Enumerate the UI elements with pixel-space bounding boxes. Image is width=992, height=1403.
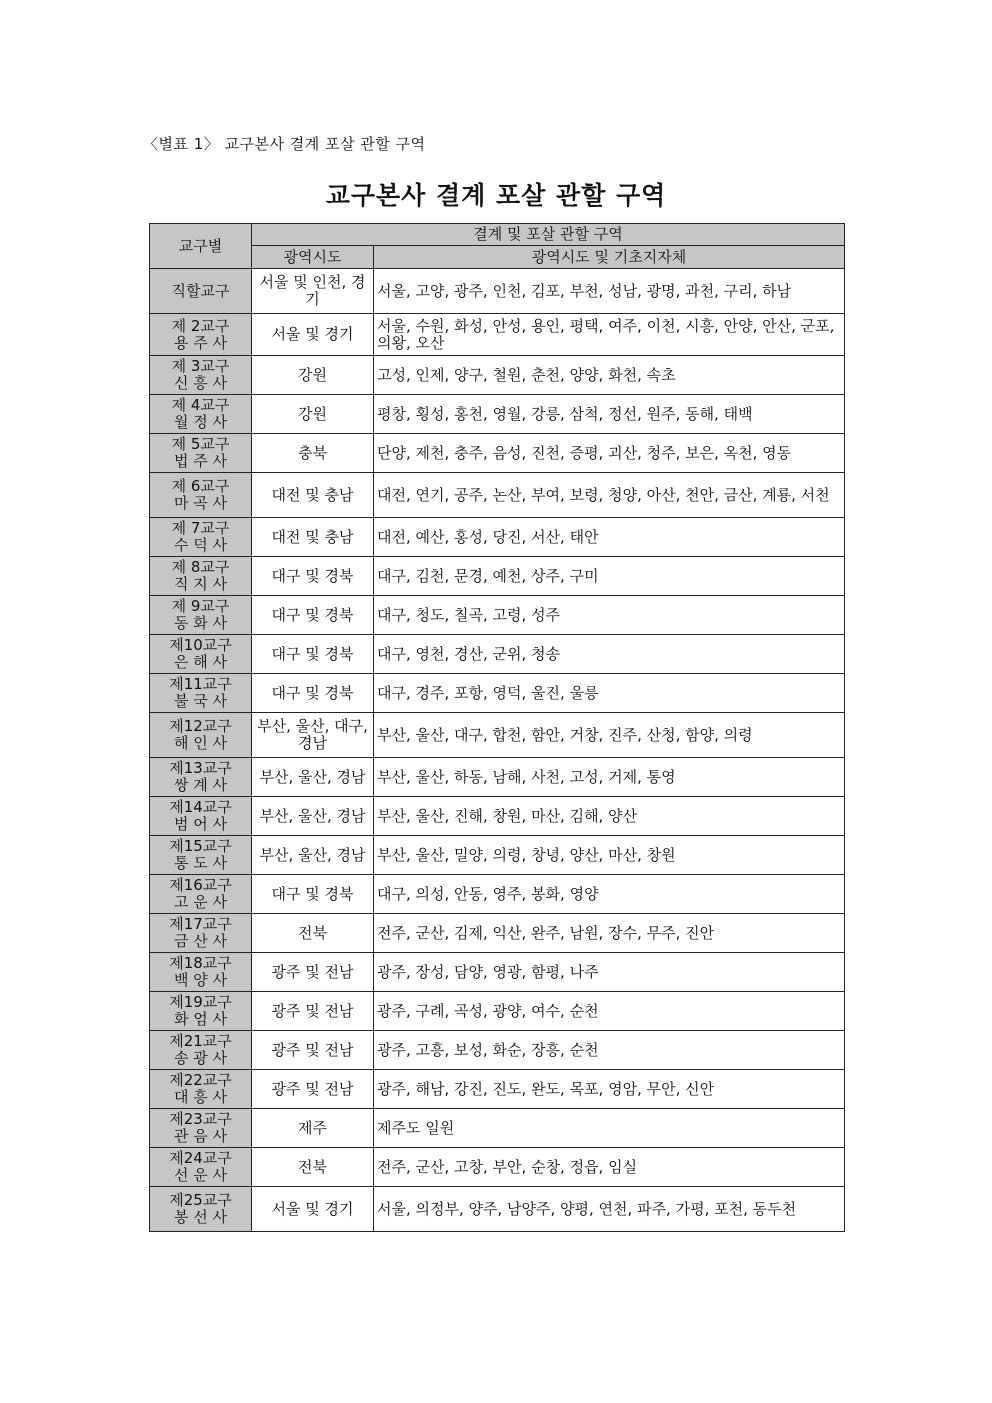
header-province: 광역시도	[252, 246, 374, 269]
area-cell: 대구, 경주, 포항, 영덕, 울진, 울릉	[374, 674, 845, 713]
table-row	[150, 953, 845, 992]
district-name-cell	[150, 758, 252, 797]
province-cell: 부산, 울산, 경남	[252, 797, 374, 836]
province-cell: 대구 및 경북	[252, 875, 374, 914]
district-name-cell	[150, 992, 252, 1031]
district-name-cell	[150, 473, 252, 518]
district-name-cell	[150, 875, 252, 914]
province-cell: 충북	[252, 434, 374, 473]
province-cell: 광주 및 전남	[252, 1070, 374, 1109]
district-number: 제18교구	[169, 954, 232, 972]
district-number: 제 9교구	[171, 597, 230, 615]
district-name-cell	[150, 1031, 252, 1070]
province-cell: 대전 및 충남	[252, 518, 374, 557]
table-row	[150, 914, 845, 953]
district-name-cell	[150, 356, 252, 395]
temple-name: 통 도 사	[173, 854, 227, 872]
temple-name: 고 운 사	[173, 893, 227, 911]
temple-name: 수 덕 사	[173, 536, 227, 554]
area-cell: 대전, 예산, 홍성, 당진, 서산, 태안	[374, 518, 845, 557]
district-name-cell	[150, 1070, 252, 1109]
table-row	[150, 797, 845, 836]
area-cell: 대구, 의성, 안동, 영주, 봉화, 영양	[374, 875, 845, 914]
area-cell: 평창, 횡성, 홍천, 영월, 강릉, 삼척, 정선, 원주, 동해, 태백	[374, 395, 845, 434]
temple-name: 관 음 사	[173, 1127, 227, 1145]
district-name-cell	[150, 674, 252, 713]
district-number: 제 5교구	[171, 435, 230, 453]
province-cell: 광주 및 전남	[252, 953, 374, 992]
district-number: 제16교구	[169, 876, 232, 894]
province-cell: 강원	[252, 395, 374, 434]
province-cell: 대구 및 경북	[252, 674, 374, 713]
province-cell: 대구 및 경북	[252, 557, 374, 596]
province-cell: 서울 및 경기	[252, 1187, 374, 1232]
district-number: 제11교구	[169, 675, 232, 693]
district-number: 제22교구	[169, 1071, 232, 1089]
district-number: 제 2교구	[171, 316, 230, 335]
district-name-cell	[150, 395, 252, 434]
district-number: 제24교구	[169, 1149, 232, 1167]
district-name-cell	[150, 953, 252, 992]
area-cell: 전주, 군산, 김제, 익산, 완주, 남원, 장수, 무주, 진안	[374, 914, 845, 953]
area-cell: 부산, 울산, 하동, 남해, 사천, 고성, 거제, 통영	[374, 758, 845, 797]
province-cell: 전북	[252, 1148, 374, 1187]
table-row	[150, 836, 845, 875]
district-number: 제 4교구	[171, 396, 230, 414]
province-cell: 광주 및 전남	[252, 992, 374, 1031]
district-number: 제25교구	[169, 1191, 232, 1209]
table-row	[150, 674, 845, 713]
temple-name: 봉 선 사	[173, 1208, 227, 1226]
table-row	[150, 314, 845, 356]
district-number: 제14교구	[169, 798, 232, 816]
temple-name: 동 화 사	[173, 614, 227, 632]
table-row	[150, 356, 845, 395]
temple-name: 송 광 사	[173, 1049, 227, 1067]
district-name-cell	[150, 914, 252, 953]
area-cell: 광주, 해남, 강진, 진도, 완도, 목포, 영암, 무안, 신안	[374, 1070, 845, 1109]
table-row	[150, 1031, 845, 1070]
table-row	[150, 1148, 845, 1187]
province-cell: 전북	[252, 914, 374, 953]
province-cell: 부산, 울산, 대구, 경남	[252, 713, 374, 758]
district-name-cell	[150, 314, 252, 356]
district-name-cell	[150, 269, 252, 314]
district-name-cell	[150, 1148, 252, 1187]
province-cell: 대전 및 충남	[252, 473, 374, 518]
temple-name: 마 곡 사	[173, 494, 227, 512]
district-name-cell	[150, 635, 252, 674]
district-number: 제19교구	[169, 993, 232, 1011]
area-cell: 부산, 울산, 진해, 창원, 마산, 김해, 양산	[374, 797, 845, 836]
district-number: 제15교구	[169, 837, 232, 855]
table-row	[150, 395, 845, 434]
temple-name: 대 흥 사	[173, 1088, 227, 1106]
temple-name: 백 양 사	[173, 971, 227, 989]
table-row	[150, 758, 845, 797]
province-cell: 대구 및 경북	[252, 635, 374, 674]
temple-name: 용 주 사	[173, 333, 227, 352]
district-name-cell	[150, 596, 252, 635]
district-name-cell	[150, 836, 252, 875]
temple-name: 쌍 계 사	[173, 776, 227, 794]
district-number: 제21교구	[169, 1032, 232, 1050]
table-body	[150, 269, 845, 1232]
province-cell: 광주 및 전남	[252, 1031, 374, 1070]
header-district: 교구별	[150, 224, 252, 269]
table-row	[150, 518, 845, 557]
province-cell: 서울 및 인천, 경기	[252, 269, 374, 314]
area-cell: 서울, 수원, 화성, 안성, 용인, 평택, 여주, 이천, 시흥, 안양, 안산, 군포, 의왕, 오산	[374, 314, 845, 356]
district-name-cell	[150, 518, 252, 557]
area-cell: 대구, 영천, 경산, 군위, 청송	[374, 635, 845, 674]
table-row	[150, 596, 845, 635]
temple-name: 화 엄 사	[173, 1010, 227, 1028]
temple-name: 금 산 사	[173, 932, 227, 950]
district-number: 제 7교구	[171, 519, 230, 537]
table-row	[150, 635, 845, 674]
area-cell: 전주, 군산, 고창, 부안, 순창, 정읍, 임실	[374, 1148, 845, 1187]
header-jurisdiction-group: 결계 및 포살 관할 구역	[252, 224, 845, 246]
district-number: 제12교구	[169, 717, 232, 735]
table-row	[150, 1187, 845, 1232]
district-number: 제13교구	[169, 759, 232, 777]
district-number: 제23교구	[169, 1110, 232, 1128]
area-cell: 제주도 일원	[374, 1109, 845, 1148]
table-caption: 〈별표 1〉 교구본사 결계 포살 관할 구역	[143, 135, 426, 153]
table-row	[150, 875, 845, 914]
area-cell: 서울, 의정부, 양주, 남양주, 양평, 연천, 파주, 가평, 포천, 동두천	[374, 1187, 845, 1232]
temple-name: 직 지 사	[173, 575, 227, 593]
area-cell: 단양, 제천, 충주, 음성, 진천, 증평, 괴산, 청주, 보은, 옥천, 영동	[374, 434, 845, 473]
document-title: 교구본사 결계 포살 관할 구역	[325, 181, 667, 210]
district-number: 직할교구	[171, 281, 230, 300]
area-cell: 광주, 구례, 곡성, 광양, 여수, 순천	[374, 992, 845, 1031]
district-name-cell	[150, 797, 252, 836]
district-name-cell	[150, 434, 252, 473]
table-row	[150, 434, 845, 473]
table-row	[150, 1070, 845, 1109]
header-area: 광역시도 및 기초지자체	[374, 246, 845, 269]
area-cell: 고성, 인제, 양구, 철원, 춘천, 양양, 화천, 속초	[374, 356, 845, 395]
temple-name: 해 인 사	[173, 734, 227, 752]
temple-name: 신 흥 사	[173, 374, 227, 392]
temple-name: 은 해 사	[173, 653, 227, 671]
province-cell: 부산, 울산, 경남	[252, 836, 374, 875]
province-cell: 대구 및 경북	[252, 596, 374, 635]
area-cell: 대구, 김천, 문경, 예천, 상주, 구미	[374, 557, 845, 596]
table-row	[150, 713, 845, 758]
province-cell: 강원	[252, 356, 374, 395]
district-number: 제 3교구	[171, 357, 230, 375]
jurisdiction-table	[149, 223, 845, 1232]
province-cell: 부산, 울산, 경남	[252, 758, 374, 797]
district-name-cell	[150, 557, 252, 596]
temple-name: 선 운 사	[173, 1166, 227, 1184]
area-cell: 대구, 청도, 칠곡, 고령, 성주	[374, 596, 845, 635]
area-cell: 서울, 고양, 광주, 인천, 김포, 부천, 성남, 광명, 과천, 구리, 하남	[374, 269, 845, 314]
temple-name: 월 정 사	[173, 413, 227, 431]
district-number: 제10교구	[169, 636, 232, 654]
district-number: 제 8교구	[171, 558, 230, 576]
table-row	[150, 1109, 845, 1148]
area-cell: 광주, 장성, 담양, 영광, 함평, 나주	[374, 953, 845, 992]
district-name-cell	[150, 713, 252, 758]
district-number: 제 6교구	[171, 477, 230, 495]
temple-name: 법 주 사	[173, 452, 227, 470]
table-row	[150, 992, 845, 1031]
district-number: 제17교구	[169, 915, 232, 933]
table-row	[150, 557, 845, 596]
district-name-cell	[150, 1187, 252, 1232]
temple-name: 범 어 사	[173, 815, 227, 833]
temple-name: 불 국 사	[173, 692, 227, 710]
area-cell: 부산, 울산, 밀양, 의령, 창녕, 양산, 마산, 창원	[374, 836, 845, 875]
area-cell: 부산, 울산, 대구, 합천, 함안, 거창, 진주, 산청, 함양, 의령	[374, 713, 845, 758]
province-cell: 제주	[252, 1109, 374, 1148]
table-row	[150, 473, 845, 518]
table-row	[150, 269, 845, 314]
province-cell: 서울 및 경기	[252, 314, 374, 356]
area-cell: 대전, 연기, 공주, 논산, 부여, 보령, 청양, 아산, 천안, 금산, 계룡, 서천	[374, 473, 845, 518]
area-cell: 광주, 고흥, 보성, 화순, 장흥, 순천	[374, 1031, 845, 1070]
district-name-cell	[150, 1109, 252, 1148]
